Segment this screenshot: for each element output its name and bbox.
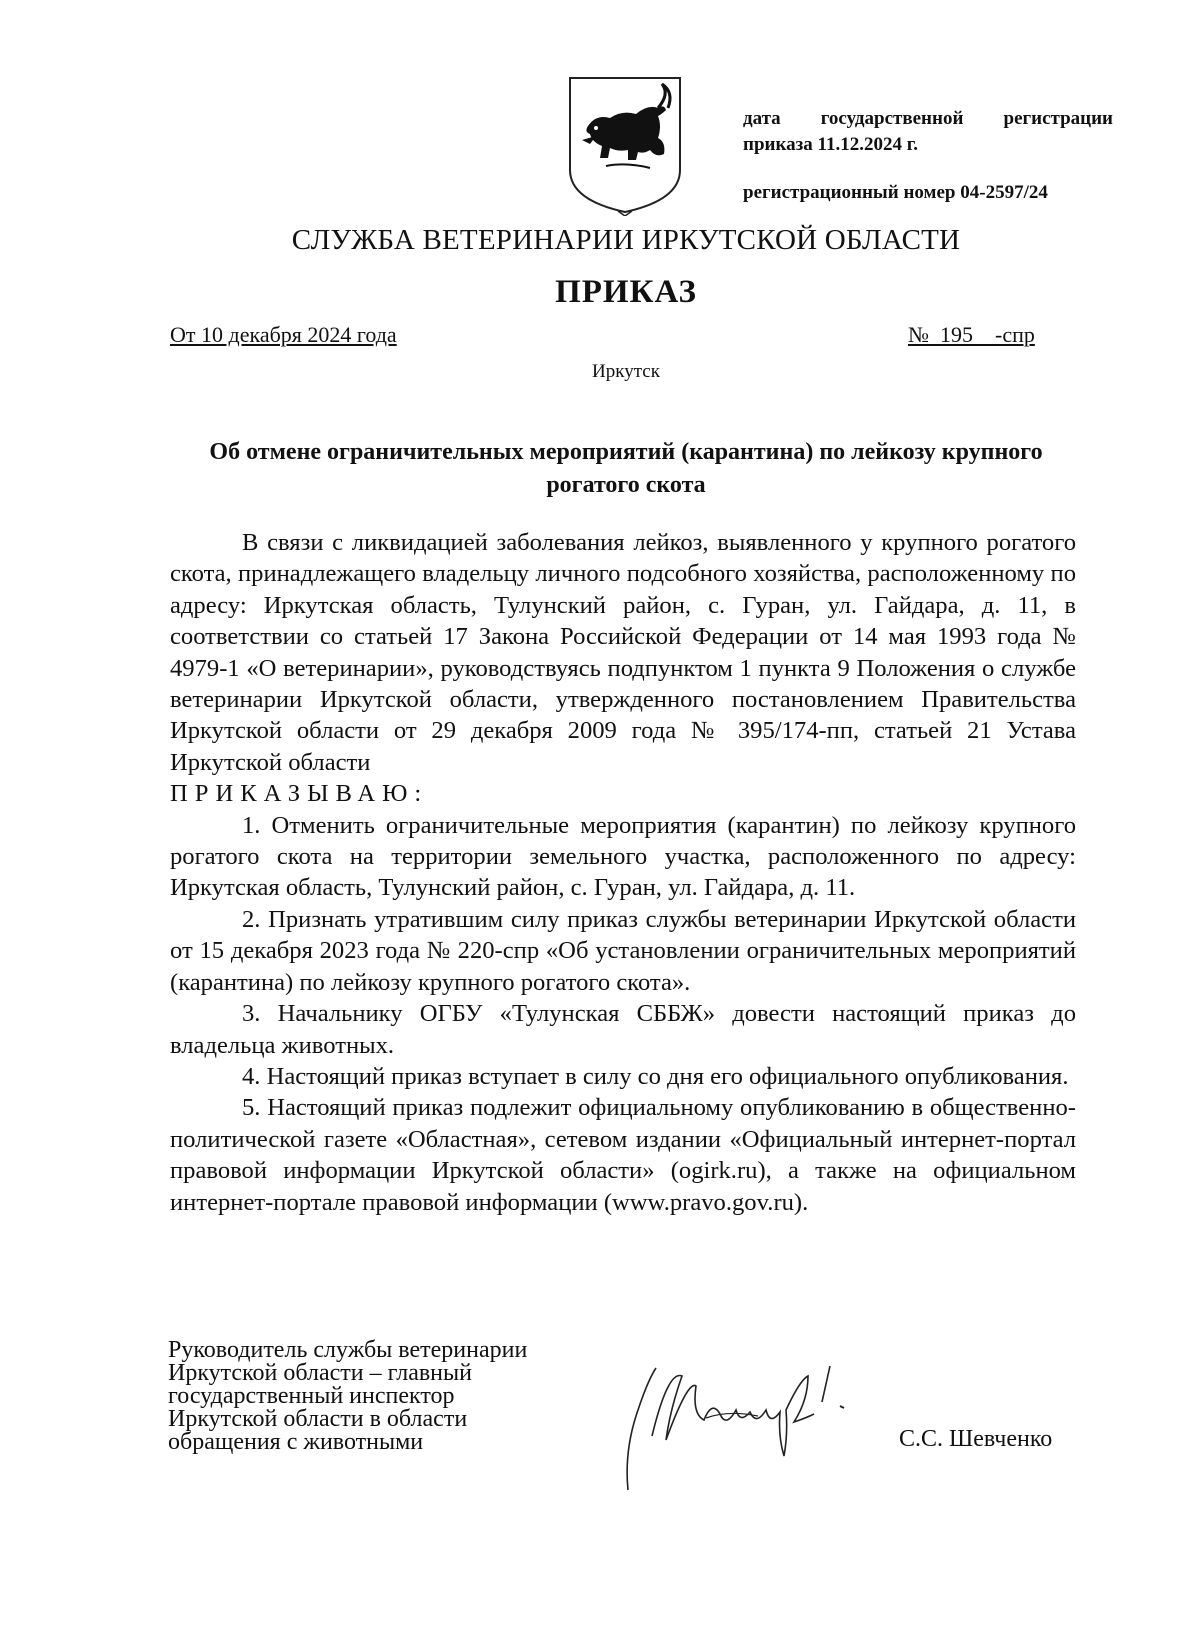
document-type: ПРИКАЗ [555,274,697,310]
registration-block [743,106,1113,206]
signatory-title-line: обращения с животными [168,1429,424,1455]
order-item: 4. Настоящий приказ вступает в силу со дня его официального опубликования. [242,1062,1069,1090]
registration-word: дата [743,108,781,129]
registration-date: приказа 11.12.2024 г. [743,134,918,155]
order-date: От 10 декабря 2024 года [170,322,397,347]
order-item: 3. Начальнику ОГБУ «Тулунская СББЖ» довести настоящий приказ до владельца животных. [170,1000,1076,1059]
registration-line-1 [743,106,1113,132]
signatory-title-line: Иркутской области – главный [168,1360,472,1386]
order-word: ПРИКАЗЫВАЮ: [170,780,429,808]
organization-name: СЛУЖБА ВЕТЕРИНАРИИ ИРКУТСКОЙ ОБЛАСТИ [291,224,961,256]
preamble-paragraph: В связи с ликвидацией заболевания лейкоз, выявленного у крупного рогатого скота, принадлежащего владельцу личного подсобного хозяйства, расположенному по адресу: Иркутская область, Тулунский район, с. Гуран, ул. Гайдара, д. 11, в соответствии со статьей 17 Закона Российской Федерации от 14 мая 1993 года № 4979-1 «О ветеринарии», руководствуясь подпунктом 1 пункта 9 Положения о службе ветеринарии Иркутской области, утвержденного постановлением Правительства Иркутской области от 29 декабря 2009 года № 395/174-пп, статьей 21 Устава Иркутской области [170,529,1076,776]
registration-word: регистрации [1003,108,1113,129]
order-body [170,527,1076,1218]
coat-of-arms-icon [566,74,684,216]
registration-word: государственной [820,108,964,129]
order-item: 1. Отменить ограничительные мероприятия (карантин) по лейкозу крупного рогатого скота на территории земельного участка, расположенного по адресу: Иркутская область, Тулунский район, с. Гуран, ул. Гайдара, д. 11. [170,811,1076,902]
registration-number: регистрационный номер 04-2597/24 [743,182,1048,203]
order-item: 2. Признать утратившим силу приказ службы ветеринарии Иркутской области от 15 декабря 2023 года № 220-спр «Об установлении ограничительных мероприятий (карантина) по лейкозу крупного рогатого скота». [170,905,1076,996]
order-number: № 195 -спр [908,322,1035,347]
signatory-title-line: Иркутской области в области [168,1406,468,1432]
order-city: Иркутск [592,361,660,382]
signatory-name: С.С. Шевченко [899,1426,1053,1452]
signatory-title-line: государственный инспектор [168,1383,455,1409]
order-item: 5. Настоящий приказ подлежит официальному опубликованию в общественно-политической газете «Областная», сетевом издании «Официальный интернет-портал правовой информации Иркутской области» (ogirk.ru), а также на официальном интернет-портале правовой информации (www.pravo.gov.ru). [170,1094,1076,1216]
order-subject: Об отмене ограничительных мероприятий (карантина) по лейкозу крупного рогатого скота [209,439,1043,498]
handwritten-signature-icon [608,1340,880,1498]
signatory-title [168,1339,527,1454]
signatory-title-line: Руководитель службы ветеринарии [168,1337,528,1363]
